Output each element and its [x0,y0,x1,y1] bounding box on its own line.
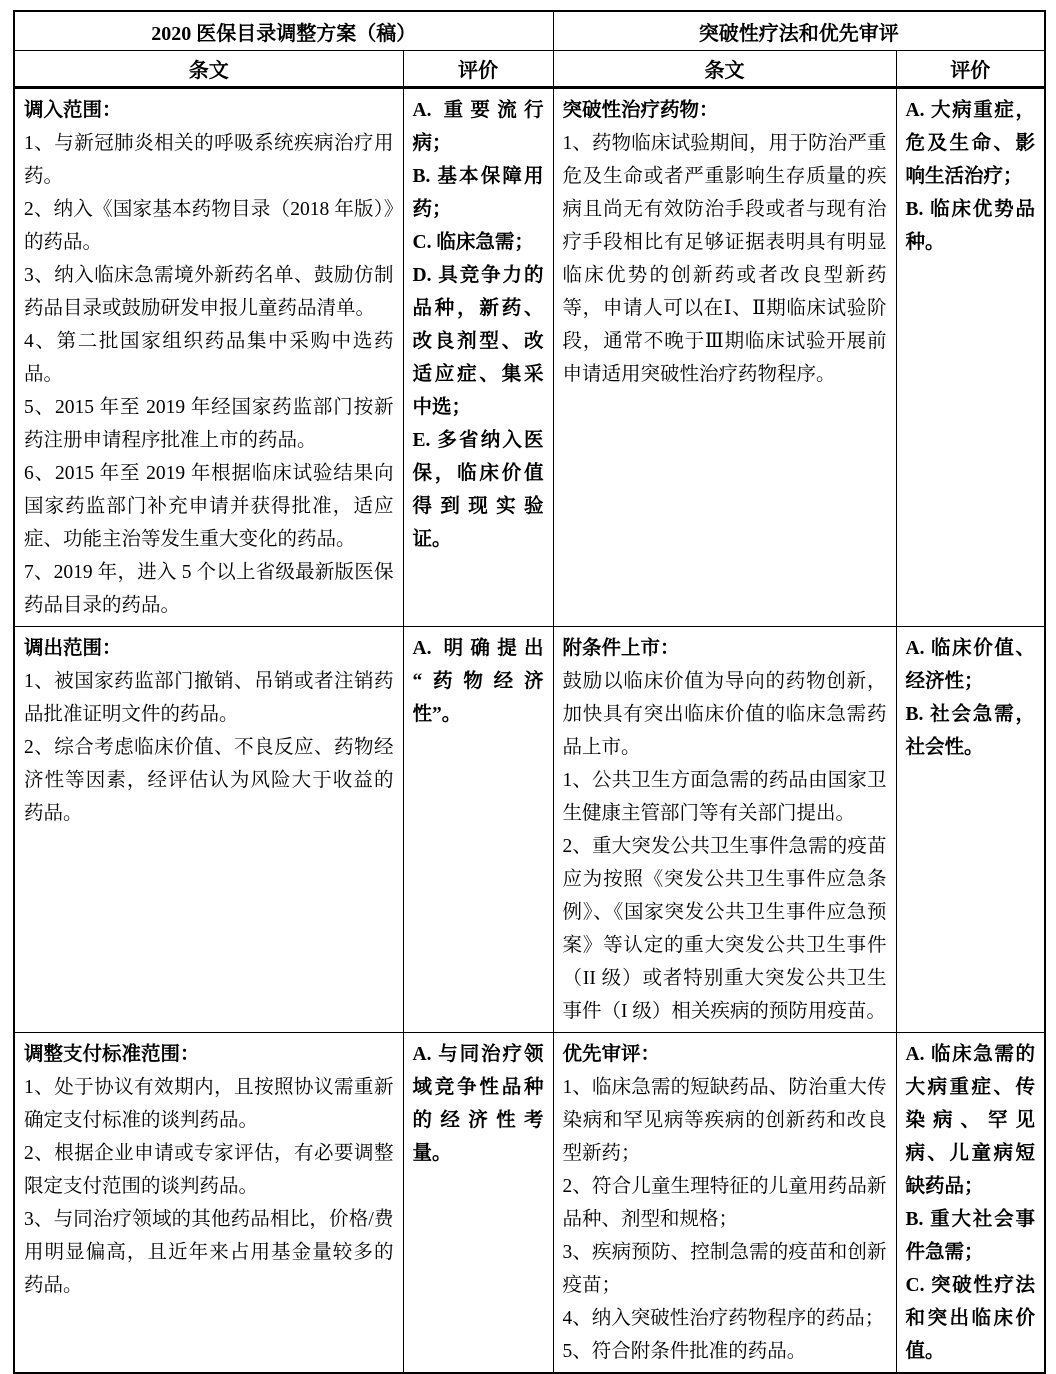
cell-items [906,94,1036,259]
comparison-table [13,10,1046,1374]
paragraph: A. 临床急需的大病重症、传染病、罕见病、儿童病短缺药品； [905,1044,1035,1197]
paragraph: D. 具竞争力的品种，新药、改良剂型、改适应症、集采中选； [412,265,544,418]
paragraph: 3、纳入临床急需境外新药名单、鼓励仿制药品目录或鼓励研发申报儿童药品清单。 [24,265,394,319]
paragraph: 4、第二批国家组织药品集中采购中选药品。 [24,331,394,385]
cell-title: 调整支付标准范围： [24,1044,200,1065]
paragraph: 5、2015 年至 2019 年经国家药监部门按新药注册申请程序批准上市的药品。 [24,397,394,451]
table-row [14,1033,1045,1374]
cell-items [24,127,394,622]
cell-removal-scope [14,627,403,1033]
cell-title: 突破性治疗药物： [562,100,719,121]
cell-items [24,1071,394,1302]
paragraph: 3、疾病预防、控制急需的疫苗和创新疫苗； [562,1242,887,1296]
paragraph: 2、重大突发公共卫生事件急需的疫苗应为按照《突发公共卫生事件应急条例》、《国家突发公共卫生事件应急预案》等认定的重大突发公共卫生事件（II 级）或者特别重大突发公共卫生事件（I 级）相关疾病的预防用疫苗。 [562,836,887,1022]
cell-breakthrough-eval [896,88,1045,627]
column-header-articles-right: 条文 [553,51,896,88]
cell-priority-review [553,1033,896,1374]
paragraph: B. 重大社会事件急需； [905,1209,1035,1263]
column-header-articles-left: 条文 [14,51,403,88]
cell-title: 调入范围： [24,100,122,121]
cell-items [24,665,394,830]
paragraph: 6、2015 年至 2019 年根据临床试验结果向国家药监部门补充申请并获得批准，适应症、功能主治等发生重大变化的药品。 [24,463,394,550]
paragraph: E. 多省纳入医保，临床价值得到现实验证。 [412,430,544,550]
paragraph: C. 临床急需； [412,232,534,253]
cell-inclusion-scope [14,88,403,627]
cell-inclusion-eval [403,88,553,627]
paragraph: 5、符合附条件批准的药品。 [562,1341,807,1362]
paragraph: 鼓励以临床价值为导向的药物创新，加快具有突出临床价值的临床急需药品上市。 [562,671,887,758]
paragraph: 2、符合儿童生理特征的儿童用药品新品种、剂型和规格； [562,1176,887,1230]
cell-conditional-eval [896,627,1045,1033]
paragraph: 3、与同治疗领域的其他药品相比，价格/费用明显偏高，且近年来占用基金量较多的药品。 [24,1209,394,1296]
cell-title: 调出范围： [24,638,122,659]
column-header-row [14,51,1045,88]
paragraph: 4、纳入突破性治疗药物程序的药品； [562,1308,885,1329]
paragraph: 2、根据企业申请或专家评估，有必要调整限定支付范围的谈判药品。 [24,1143,394,1197]
cell-items [413,1038,544,1170]
table-row [14,627,1045,1033]
paragraph: B. 基本保障用药； [412,166,544,220]
group-header-row [14,11,1045,51]
cell-title: 附条件上市： [562,638,680,659]
cell-items [563,665,887,1028]
column-header-eval-left: 评价 [403,51,553,88]
paragraph: B. 社会急需，社会性。 [905,704,1035,758]
group-header-therapy: 突破性疗法和优先审评 [553,11,1045,51]
cell-title: 优先审评： [562,1044,661,1065]
cell-conditional-approval [553,627,896,1033]
paragraph: 1、公共卫生方面急需的药品由国家卫生健康主管部门等有关部门提出。 [562,770,887,824]
cell-payment-standard-scope [14,1033,403,1374]
paragraph: A. 重要流行病； [412,100,544,154]
paragraph: 1、处于协议有效期内，且按照协议需重新确定支付标准的谈判药品。 [24,1077,394,1131]
paragraph: B. 临床优势品种。 [905,199,1035,253]
paragraph: 2、纳入《国家基本药物目录（2018 年版）》的药品。 [24,199,394,253]
cell-items [906,632,1036,764]
paragraph: 1、药物临床试验期间，用于防治严重危及生命或者严重影响生存质量的疾病且尚无有效防治手段或者与现有治疗手段相比有足够证据表明具有明显临床优势的创新药或者改良型新药等，申请人可以在Ⅰ、Ⅱ期临床试验阶段，通常不晚于Ⅲ期临床试验开展前申请适用突破性治疗药物程序。 [562,133,887,385]
paragraph: 1、被国家药监部门撤销、吊销或者注销药品批准证明文件的药品。 [24,671,394,725]
paragraph: A. 大病重症，危及生命、影响生活治疗； [905,100,1035,187]
paragraph: A. 明确提出“药物经济性”。 [412,638,544,725]
paragraph: 7、2019 年，进入 5 个以上省级最新版医保药品目录的药品。 [24,562,394,616]
cell-items [413,632,544,731]
paragraph: A. 与同治疗领域竞争性品种的经济性考量。 [412,1044,544,1164]
column-header-eval-right: 评价 [896,51,1045,88]
paragraph: A. 临床价值、经济性； [905,638,1035,692]
cell-items [906,1038,1036,1368]
cell-items [413,94,544,556]
cell-breakthrough-therapy [553,88,896,627]
paragraph: 1、临床急需的短缺药品、防治重大传染病和罕见病等疾病的创新药和改良型新药； [562,1077,887,1164]
cell-removal-eval [403,627,553,1033]
group-header-plan: 2020 医保目录调整方案（稿） [14,11,553,51]
cell-priority-review-eval [896,1033,1045,1374]
cell-items [563,127,887,391]
paragraph: C. 突破性疗法和突出临床价值。 [905,1275,1035,1362]
paragraph: 2、综合考虑临床价值、不良反应、药物经济性等因素，经评估认为风险大于收益的药品。 [24,737,394,824]
table-row [14,88,1045,627]
cell-payment-standard-eval [403,1033,553,1374]
cell-items [563,1071,887,1368]
paragraph: 1、与新冠肺炎相关的呼吸系统疾病治疗用药。 [24,133,394,187]
